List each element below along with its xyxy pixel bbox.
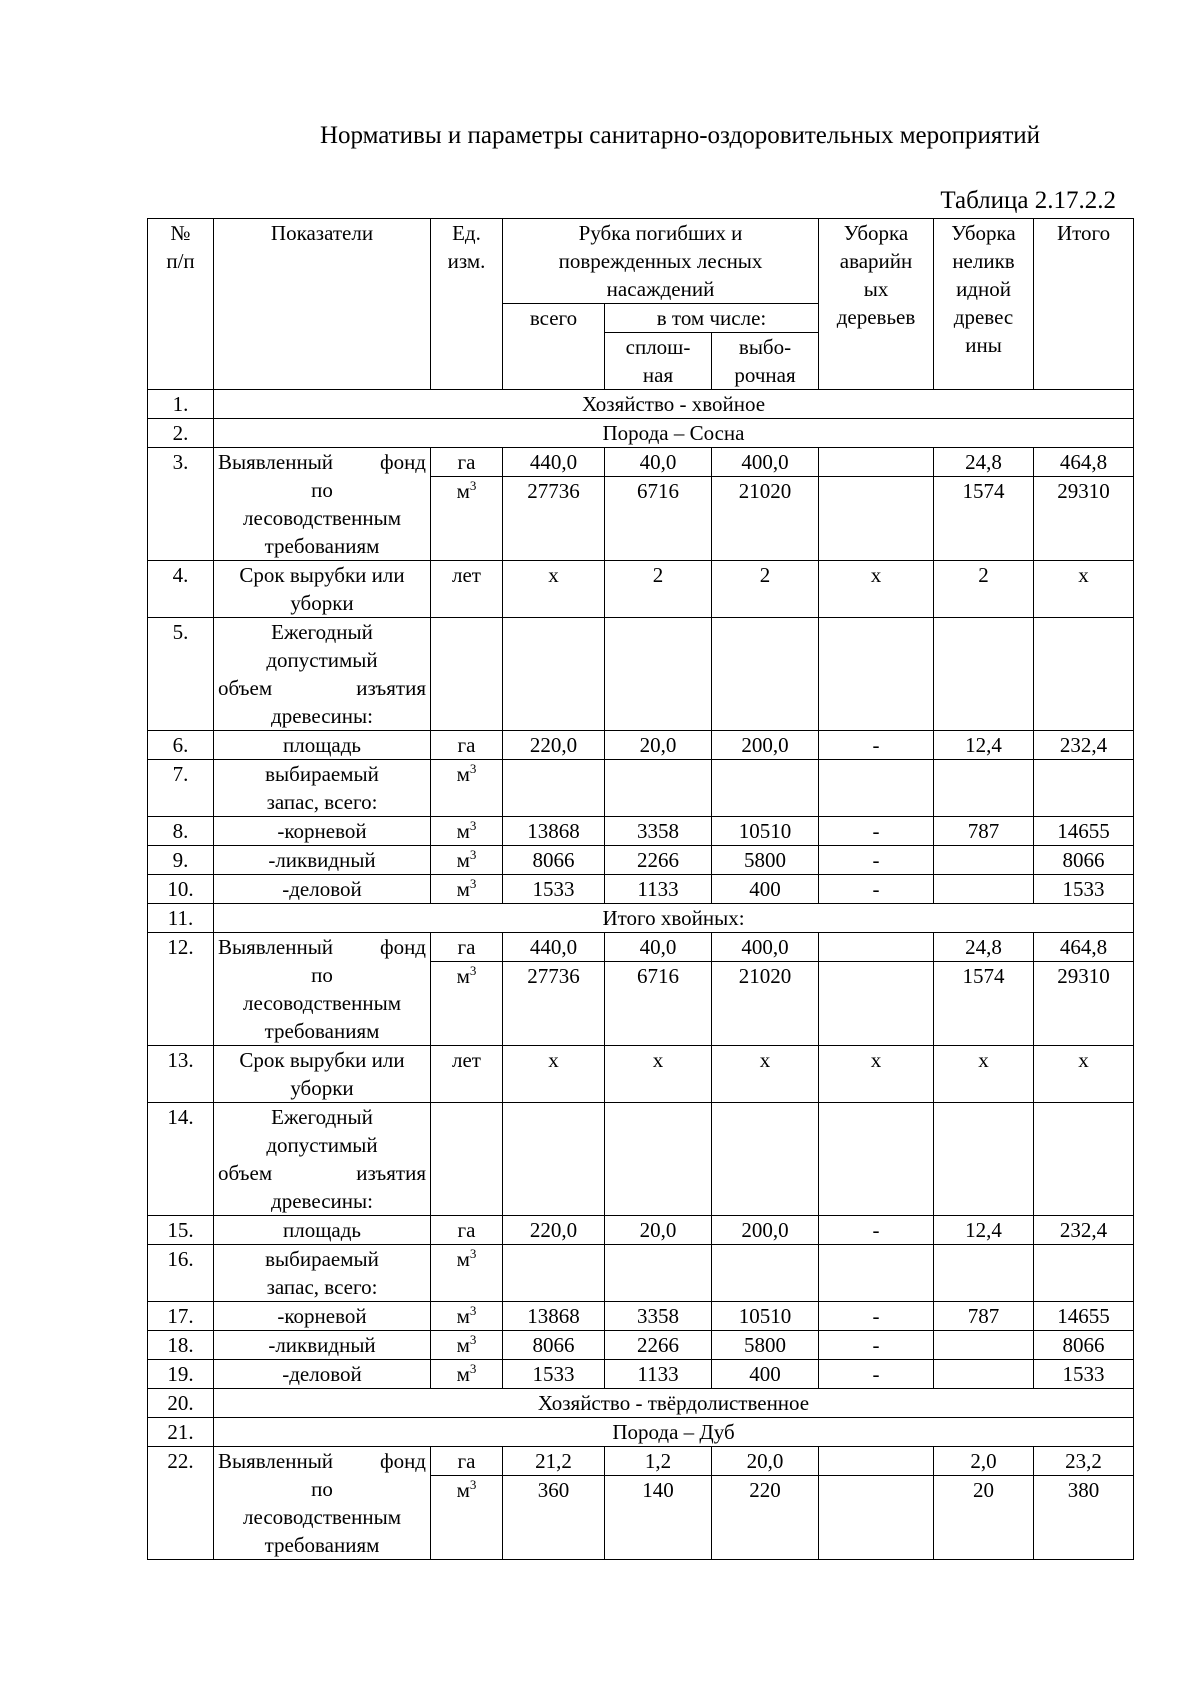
value-cell: -: [819, 817, 934, 846]
value-cell: 8066: [1034, 1331, 1134, 1360]
unit-cell: лет: [431, 1046, 503, 1103]
value-cell: [819, 1447, 934, 1476]
value-cell: 140: [605, 1476, 712, 1560]
row-number: 2.: [148, 419, 214, 448]
value-cell: 3358: [605, 1302, 712, 1331]
page-title: Нормативы и параметры санитарно-оздоровительных мероприятий: [319, 122, 1041, 149]
table-row: [148, 1245, 1134, 1302]
value-cell: 787: [934, 1302, 1034, 1331]
header-all: всего: [503, 304, 605, 390]
value-cell: 2,0: [934, 1447, 1034, 1476]
table-row: [148, 1447, 1134, 1476]
value-cell: 14655: [1034, 817, 1134, 846]
value-cell: 23,2: [1034, 1447, 1134, 1476]
row-label: Ежегодный допустимый объем изъятия древесины:: [214, 1103, 431, 1216]
value-cell: -: [819, 1331, 934, 1360]
value-cell: 27736: [503, 962, 605, 1046]
value-cell: [819, 448, 934, 477]
row-number: 13.: [148, 1046, 214, 1103]
header-selective: выбо- рочная: [712, 333, 819, 390]
value-cell: 220,0: [503, 731, 605, 760]
row-label: Срок вырубки или уборки: [214, 1046, 431, 1103]
unit-cell: $м^3$: [431, 962, 503, 1046]
value-cell: -: [819, 846, 934, 875]
header-unit: Ед. изм.: [431, 219, 503, 390]
value-cell: [934, 875, 1034, 904]
unit-cell: га: [431, 933, 503, 962]
table-row: [148, 419, 1134, 448]
header-incl: в том числе:: [605, 304, 819, 333]
value-cell: х: [1034, 561, 1134, 618]
value-cell: 13868: [503, 1302, 605, 1331]
value-cell: 440,0: [503, 448, 605, 477]
row-number: 3.: [148, 448, 214, 561]
row-number: 8.: [148, 817, 214, 846]
header-row: [148, 219, 1134, 304]
value-cell: 8066: [503, 846, 605, 875]
table-row: [148, 904, 1134, 933]
header-indicators: Показатели: [214, 219, 431, 390]
value-cell: 400: [712, 875, 819, 904]
section-label: Порода – Сосна: [214, 419, 1134, 448]
header-felling: Рубка погибших и поврежденных лесных насаждений: [503, 219, 819, 304]
value-cell: 2: [934, 561, 1034, 618]
value-cell: 8066: [1034, 846, 1134, 875]
value-cell: -: [819, 875, 934, 904]
value-cell: 8066: [503, 1331, 605, 1360]
row-number: 7.: [148, 760, 214, 817]
table-row: [148, 1389, 1134, 1418]
unit-cell: $м^3$: [431, 1245, 503, 1302]
value-cell: 1533: [503, 875, 605, 904]
value-cell: 21020: [712, 962, 819, 1046]
value-cell: 40,0: [605, 933, 712, 962]
unit-cell: $м^3$: [431, 1331, 503, 1360]
value-cell: х: [819, 1046, 934, 1103]
value-cell: [819, 477, 934, 561]
row-label: выбираемый запас, всего:: [214, 760, 431, 817]
value-cell: х: [819, 561, 934, 618]
value-cell: х: [503, 561, 605, 618]
unit-cell: га: [431, 731, 503, 760]
section-label: Итого хвойных:: [214, 904, 1134, 933]
value-cell: 400,0: [712, 448, 819, 477]
value-cell: 1,2: [605, 1447, 712, 1476]
value-cell: -: [819, 1302, 934, 1331]
unit-cell: $м^3$: [431, 846, 503, 875]
table-row: [148, 1046, 1134, 1103]
row-number: 10.: [148, 875, 214, 904]
value-cell: х: [503, 1046, 605, 1103]
value-cell: 20: [934, 1476, 1034, 1560]
row-number: 18.: [148, 1331, 214, 1360]
unit-cell: $м^3$: [431, 1360, 503, 1389]
value-cell: 1533: [1034, 1360, 1134, 1389]
value-cell: 29310: [1034, 962, 1134, 1046]
unit-cell: лет: [431, 561, 503, 618]
table-row: [148, 933, 1134, 962]
value-cell: 200,0: [712, 731, 819, 760]
row-label: -деловой: [214, 875, 431, 904]
value-cell: х: [934, 1046, 1034, 1103]
value-cell: 2: [605, 561, 712, 618]
value-cell: 10510: [712, 1302, 819, 1331]
row-label: -корневой: [214, 1302, 431, 1331]
value-cell: 400: [712, 1360, 819, 1389]
value-cell: 2266: [605, 1331, 712, 1360]
table-row: [148, 817, 1134, 846]
value-cell: 20,0: [605, 1216, 712, 1245]
value-cell: [819, 962, 934, 1046]
value-cell: 1574: [934, 962, 1034, 1046]
section-label: Хозяйство - твёрдолиственное: [214, 1389, 1134, 1418]
value-cell: 360: [503, 1476, 605, 1560]
row-number: 17.: [148, 1302, 214, 1331]
row-number: 9.: [148, 846, 214, 875]
row-number: 16.: [148, 1245, 214, 1302]
value-cell: 2266: [605, 846, 712, 875]
unit-cell: $м^3$: [431, 1302, 503, 1331]
row-number: 1.: [148, 390, 214, 419]
table-row: [148, 561, 1134, 618]
row-number: 14.: [148, 1103, 214, 1216]
row-label: выбираемый запас, всего:: [214, 1245, 431, 1302]
value-cell: 20,0: [605, 731, 712, 760]
header-emergency: Уборка аварийн ых деревьев: [819, 219, 934, 390]
value-cell: 10510: [712, 817, 819, 846]
value-cell: х: [1034, 1046, 1134, 1103]
value-cell: 20,0: [712, 1447, 819, 1476]
table-row: [148, 448, 1134, 477]
table-row: [148, 390, 1134, 419]
value-cell: 3358: [605, 817, 712, 846]
unit-cell: $м^3$: [431, 1476, 503, 1560]
row-number: 20.: [148, 1389, 214, 1418]
table-number: Таблица 2.17.2.2: [940, 187, 1116, 214]
value-cell: 464,8: [1034, 933, 1134, 962]
header-total: Итого: [1034, 219, 1134, 390]
unit-cell: $м^3$: [431, 760, 503, 817]
row-number: 6.: [148, 731, 214, 760]
header-number: № п/п: [148, 219, 214, 390]
table-row: [148, 1103, 1134, 1216]
row-label: Ежегодный допустимый объем изъятия древесины:: [214, 618, 431, 731]
norms-table: [147, 218, 1134, 1560]
value-cell: -: [819, 731, 934, 760]
value-cell: 232,4: [1034, 1216, 1134, 1245]
value-cell: 1133: [605, 875, 712, 904]
value-cell: 5800: [712, 1331, 819, 1360]
row-label: площадь: [214, 1216, 431, 1245]
table-row: [148, 1418, 1134, 1447]
section-label: Порода – Дуб: [214, 1418, 1134, 1447]
value-cell: 1533: [503, 1360, 605, 1389]
value-cell: 6716: [605, 477, 712, 561]
value-cell: 12,4: [934, 1216, 1034, 1245]
row-number: 21.: [148, 1418, 214, 1447]
table-row: [148, 1360, 1134, 1389]
table-row: [148, 1216, 1134, 1245]
table-row: [148, 875, 1134, 904]
row-label: -ликвидный: [214, 1331, 431, 1360]
value-cell: 1574: [934, 477, 1034, 561]
value-cell: х: [712, 1046, 819, 1103]
unit-cell: га: [431, 1447, 503, 1476]
value-cell: 29310: [1034, 477, 1134, 561]
value-cell: 464,8: [1034, 448, 1134, 477]
value-cell: 21020: [712, 477, 819, 561]
value-cell: 21,2: [503, 1447, 605, 1476]
header-illiquid: Уборка неликв идной древес ины: [934, 219, 1034, 390]
value-cell: 1133: [605, 1360, 712, 1389]
table-row: [148, 731, 1134, 760]
value-cell: 6716: [605, 962, 712, 1046]
unit-cell: $м^3$: [431, 875, 503, 904]
row-number: 22.: [148, 1447, 214, 1560]
value-cell: 24,8: [934, 933, 1034, 962]
row-label: -деловой: [214, 1360, 431, 1389]
value-cell: 232,4: [1034, 731, 1134, 760]
row-number: 19.: [148, 1360, 214, 1389]
table-row: [148, 618, 1134, 731]
value-cell: 12,4: [934, 731, 1034, 760]
value-cell: 14655: [1034, 1302, 1134, 1331]
value-cell: 400,0: [712, 933, 819, 962]
value-cell: х: [605, 1046, 712, 1103]
section-label: Хозяйство - хвойное: [214, 390, 1134, 419]
value-cell: 1533: [1034, 875, 1134, 904]
value-cell: 787: [934, 817, 1034, 846]
table-row: [148, 1302, 1134, 1331]
value-cell: 5800: [712, 846, 819, 875]
value-cell: [819, 933, 934, 962]
value-cell: [934, 1331, 1034, 1360]
row-label: Выявленный фонд по лесоводственным требованиям: [214, 933, 431, 1046]
row-number: 4.: [148, 561, 214, 618]
value-cell: [819, 1476, 934, 1560]
row-label: площадь: [214, 731, 431, 760]
table-row: [148, 846, 1134, 875]
value-cell: 2: [712, 561, 819, 618]
header-clear: сплош- ная: [605, 333, 712, 390]
value-cell: 27736: [503, 477, 605, 561]
value-cell: 440,0: [503, 933, 605, 962]
unit-cell: $м^3$: [431, 477, 503, 561]
row-label: -ликвидный: [214, 846, 431, 875]
value-cell: 40,0: [605, 448, 712, 477]
table-row: [148, 760, 1134, 817]
value-cell: 200,0: [712, 1216, 819, 1245]
table-row: [148, 1331, 1134, 1360]
row-label: Выявленный фонд по лесоводственным требованиям: [214, 448, 431, 561]
row-label: Срок вырубки или уборки: [214, 561, 431, 618]
value-cell: [934, 846, 1034, 875]
row-number: 11.: [148, 904, 214, 933]
row-number: 12.: [148, 933, 214, 1046]
unit-cell: га: [431, 448, 503, 477]
value-cell: 380: [1034, 1476, 1134, 1560]
row-number: 5.: [148, 618, 214, 731]
row-label: -корневой: [214, 817, 431, 846]
row-label: Выявленный фонд по лесоводственным требованиям: [214, 1447, 431, 1560]
value-cell: [934, 1360, 1034, 1389]
value-cell: 220,0: [503, 1216, 605, 1245]
unit-cell: $м^3$: [431, 817, 503, 846]
value-cell: 220: [712, 1476, 819, 1560]
value-cell: -: [819, 1360, 934, 1389]
value-cell: 24,8: [934, 448, 1034, 477]
unit-cell: га: [431, 1216, 503, 1245]
value-cell: 13868: [503, 817, 605, 846]
row-number: 15.: [148, 1216, 214, 1245]
value-cell: -: [819, 1216, 934, 1245]
